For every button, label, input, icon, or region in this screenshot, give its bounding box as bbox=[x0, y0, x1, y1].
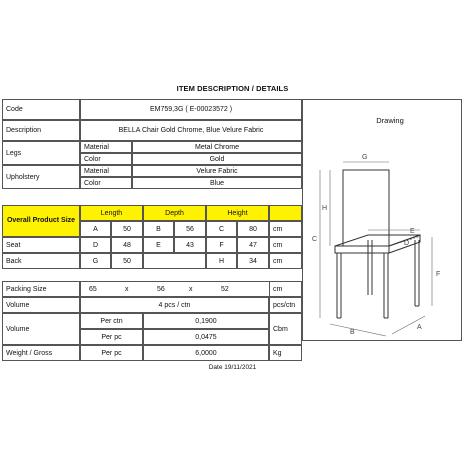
packing-label: Packing Size bbox=[2, 281, 80, 297]
weight-unit: Kg bbox=[269, 345, 302, 361]
drawing-label: Drawing bbox=[376, 116, 404, 125]
dim-d-value: 48 bbox=[111, 237, 143, 253]
volume-per-pc-value: 0,0475 bbox=[143, 329, 269, 345]
packing-x2: x bbox=[189, 285, 193, 293]
dim-back-unit: cm bbox=[269, 253, 302, 269]
legs-material-value: Metal Chrome bbox=[132, 141, 302, 153]
packing-values bbox=[80, 281, 269, 297]
chair-drawing bbox=[300, 140, 462, 340]
packing-length: 65 bbox=[89, 285, 97, 293]
legs-material-label: Material bbox=[80, 141, 132, 153]
letter-g: G bbox=[362, 154, 368, 161]
volume-cbm-unit: Cbm bbox=[269, 313, 302, 345]
description-label: Description bbox=[2, 120, 80, 141]
dim-f-value: 47 bbox=[237, 237, 269, 253]
dim-h-value: 34 bbox=[237, 253, 269, 269]
back-empty-cell bbox=[143, 253, 206, 269]
volume-per-pc-label: Per pc bbox=[80, 329, 143, 345]
date-footer: Date 19/11/2021 bbox=[208, 364, 257, 371]
dim-e-letter: E bbox=[143, 237, 174, 253]
dim-a-value: 50 bbox=[111, 221, 143, 237]
letter-h: H bbox=[322, 205, 328, 212]
weight-label: Weight / Gross bbox=[2, 345, 80, 361]
dim-h-letter: H bbox=[206, 253, 237, 269]
weight-value: 6,0000 bbox=[143, 345, 269, 361]
volume-per-ctn-label: Per ctn bbox=[80, 313, 143, 329]
dim-c-letter: C bbox=[206, 221, 237, 237]
sheet-title: ITEM DESCRIPTION / DETAILS bbox=[176, 84, 289, 93]
code-value: EM759,3G ( E-00023572 ) bbox=[80, 99, 302, 120]
back-label: Back bbox=[2, 253, 80, 269]
height-header: Height bbox=[206, 205, 269, 221]
dim-b-value: 56 bbox=[174, 221, 206, 237]
upholstery-material-value: Velure Fabric bbox=[132, 165, 302, 177]
legs-color-value: Gold bbox=[132, 153, 302, 165]
dimension-letters bbox=[312, 154, 440, 336]
dim-seat-unit: cm bbox=[269, 237, 302, 253]
dim-d-letter: D bbox=[80, 237, 111, 253]
upholstery-color-label: Color bbox=[80, 177, 132, 189]
size-header-spacer bbox=[269, 205, 302, 221]
weight-per-pc-label: Per pc bbox=[80, 345, 143, 361]
letter-f: F bbox=[436, 271, 441, 278]
volume-pcs-label: Volume bbox=[2, 297, 80, 313]
overall-size-header: Overall Product Size bbox=[2, 205, 80, 237]
letter-d: D bbox=[404, 240, 410, 247]
upholstery-material-label: Material bbox=[80, 165, 132, 177]
volume-cbm-label: Volume bbox=[2, 313, 80, 345]
letter-e: E bbox=[410, 228, 415, 235]
volume-pcs-unit: pcs/ctn bbox=[269, 297, 302, 313]
packing-height: 52 bbox=[221, 285, 229, 293]
dim-g-letter: G bbox=[80, 253, 111, 269]
dim-a-letter: A bbox=[80, 221, 111, 237]
upholstery-color-value: Blue bbox=[132, 177, 302, 189]
dim-f-letter: F bbox=[206, 237, 237, 253]
packing-x1: x bbox=[125, 285, 129, 293]
dim-c-value: 80 bbox=[237, 221, 269, 237]
letter-a: A bbox=[417, 324, 422, 331]
volume-pcs-value: 4 pcs / ctn bbox=[80, 297, 269, 313]
chair-seat-front bbox=[335, 246, 389, 253]
legs-label: Legs bbox=[2, 141, 80, 165]
length-header: Length bbox=[80, 205, 143, 221]
upholstery-label: Upholstery bbox=[2, 165, 80, 189]
code-label: Code bbox=[2, 99, 80, 120]
dim-overall-unit: cm bbox=[269, 221, 302, 237]
dim-e-value: 43 bbox=[174, 237, 206, 253]
packing-unit: cm bbox=[269, 281, 302, 297]
description-value: BELLA Chair Gold Chrome, Blue Velure Fabric bbox=[80, 120, 302, 141]
depth-header: Depth bbox=[143, 205, 206, 221]
letter-c: C bbox=[312, 236, 318, 243]
volume-per-ctn-value: 0,1900 bbox=[143, 313, 269, 329]
dim-g-value: 50 bbox=[111, 253, 143, 269]
packing-depth: 56 bbox=[157, 285, 165, 293]
legs-color-label: Color bbox=[80, 153, 132, 165]
seat-label: Seat bbox=[2, 237, 80, 253]
dim-b-letter: B bbox=[143, 221, 174, 237]
letter-b: B bbox=[350, 329, 355, 336]
